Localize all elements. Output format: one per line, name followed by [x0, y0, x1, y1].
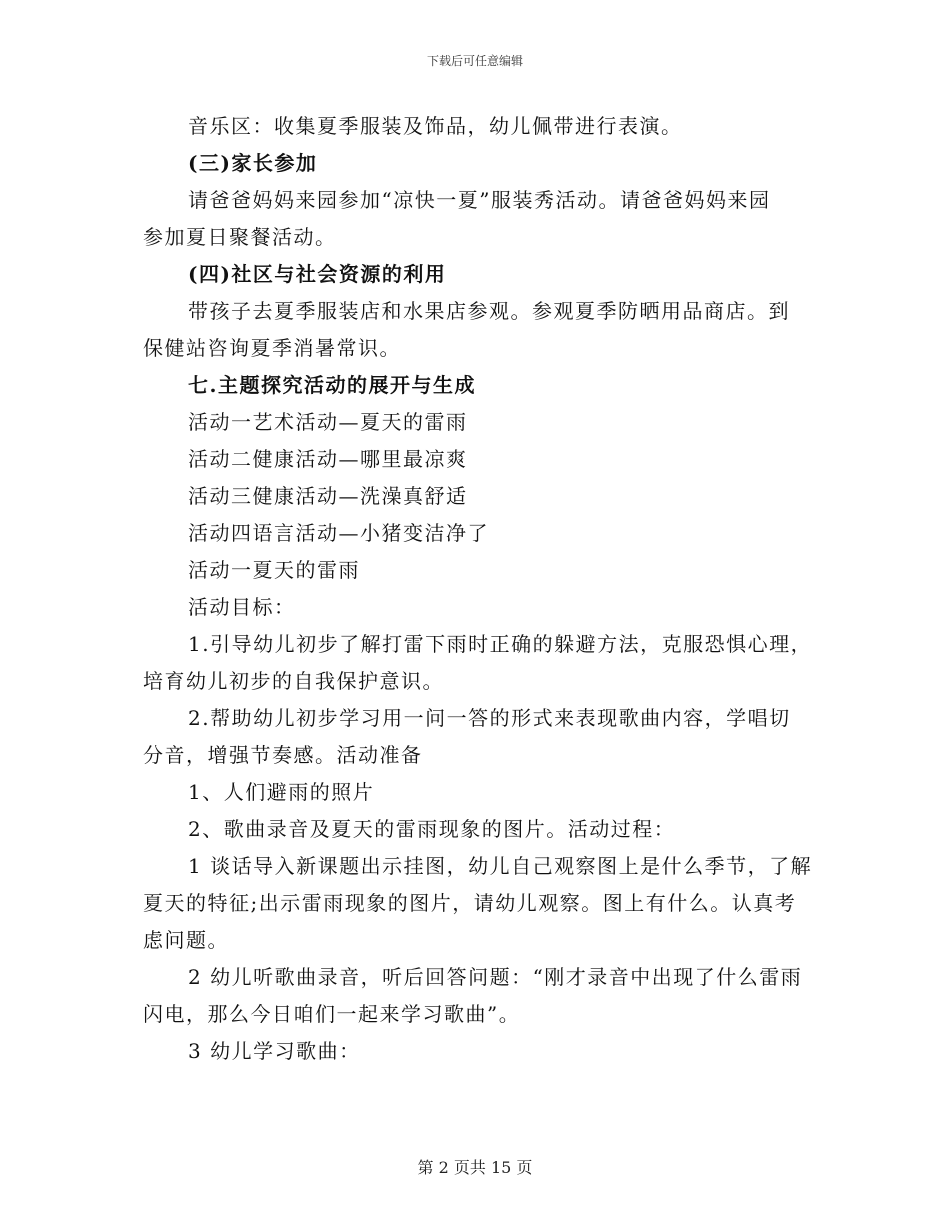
list-item: 活动二健康活动—哪里最凉爽 — [188, 447, 468, 471]
paragraph-line: 夏天的特征;出示雷雨现象的图片，请幼儿观察。图上有什么。认真考 — [143, 891, 797, 915]
paragraph-line: 保健站咨询夏季消暑常识。 — [143, 336, 401, 360]
paragraph-line: 请爸爸妈妈来园参加“凉快一夏”服装秀活动。请爸爸妈妈来园 — [188, 188, 771, 212]
list-item: 活动四语言活动—小猪变洁净了 — [188, 521, 489, 545]
list-item: 活动一艺术活动—夏天的雷雨 — [188, 410, 468, 434]
paragraph-line: 闪电，那么今日咱们一起来学习歌曲”。 — [143, 1002, 521, 1026]
list-item: 活动三健康活动—洗澡真舒适 — [188, 484, 468, 508]
paragraph-line: 音乐区：收集夏季服装及饰品，幼儿佩带进行表演。 — [188, 114, 683, 138]
section-heading: (三)家长参加 — [188, 151, 318, 175]
page-header: 下载后可任意编辑 — [426, 54, 523, 68]
paragraph-line: 分音，增强节奏感。活动准备 — [143, 743, 423, 767]
paragraph-line: 虑问题。 — [143, 928, 229, 952]
paragraph-line: 带孩子去夏季服装店和水果店参观。参观夏季防晒用品商店。到 — [188, 299, 790, 323]
paragraph-line: 1 谈话导入新课题出示挂图，幼儿自己观察图上是什么季节，了解 — [188, 854, 813, 878]
paragraph-line: 1、人们避雨的照片 — [188, 780, 375, 804]
paragraph-line: 培育幼儿初步的自我保护意识。 — [143, 669, 444, 693]
paragraph-line: 参加夏日聚餐活动。 — [143, 225, 337, 249]
section-heading: 七.主题探究活动的展开与生成 — [188, 373, 476, 397]
paragraph-line: 2、歌曲录音及夏天的雷雨现象的图片。活动过程： — [188, 817, 676, 841]
paragraph-line: 3 幼儿学习歌曲： — [188, 1039, 361, 1063]
section-heading: (四)社区与社会资源的利用 — [188, 262, 447, 286]
paragraph-line: 2.帮助幼儿初步学习用一问一答的形式来表现歌曲内容，学唱切 — [188, 706, 791, 730]
paragraph-line: 活动一夏天的雷雨 — [188, 558, 360, 582]
page-footer: 第 2 页共 15 页 — [417, 1158, 533, 1177]
document-body — [143, 108, 813, 1070]
paragraph-line: 1.引导幼儿初步了解打雷下雨时正确的躲避方法，克服恐惧心理， — [188, 632, 813, 656]
paragraph-line: 活动目标： — [188, 595, 296, 619]
paragraph-line: 2 幼儿听歌曲录音，听后回答问题：“刚才录音中出现了什么雷雨 — [188, 965, 803, 989]
